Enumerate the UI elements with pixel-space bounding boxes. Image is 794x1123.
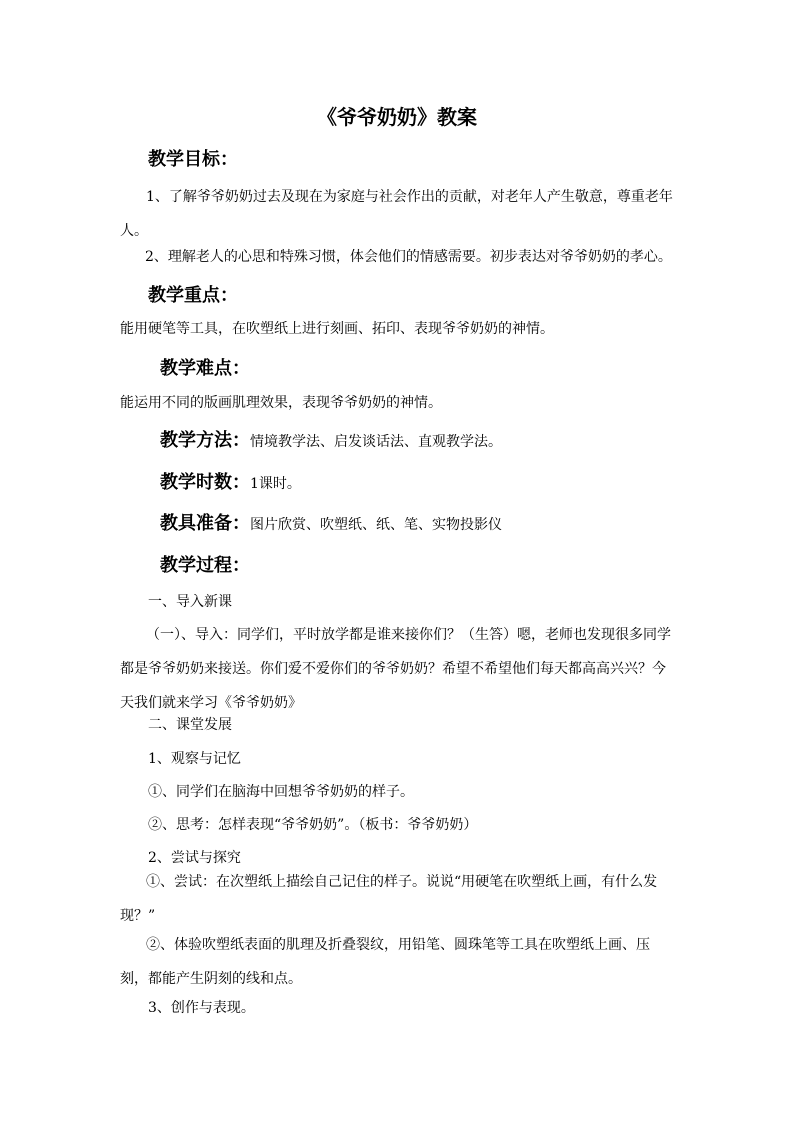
step-heading: 1、观察与记忆 — [148, 751, 241, 767]
difficulties-heading: 教学难点： — [160, 358, 250, 379]
key-points-heading: 教学重点： — [148, 285, 238, 306]
intro-paragraph: （一）、导入：同学们，平时放学都是谁来接你们？（生答）嗯，老师也发现很多同学都是爷爷奶奶来接送。你们爱不爱你们的爷爷奶奶？希望不希望他们每天都高高兴兴？今天我们就来学习《爷爷奶奶》 — [120, 627, 671, 711]
materials-text: 图片欣赏、吹塑纸、纸、笔、实物投影仪 — [250, 517, 502, 533]
hours-heading: 教学时数： — [160, 472, 250, 493]
step-heading: 3、创作与表现。 — [148, 1000, 255, 1016]
methods-text: 情境教学法、启发谈话法、直观教学法。 — [250, 434, 502, 450]
objectives-heading: 教学目标： — [148, 149, 238, 170]
process-heading: 教学过程： — [160, 555, 250, 576]
objective-item: 2、理解老人的心思和特殊习惯，体会他们的情感需要。初步表达对爷爷奶奶的孝心。 — [145, 249, 672, 265]
methods-heading: 教学方法： — [160, 430, 250, 451]
step-item: ①、同学们在脑海中回想爷爷奶奶的样子。 — [148, 784, 414, 800]
section-heading: 二、课堂发展 — [148, 717, 232, 733]
methods-row — [160, 428, 502, 455]
difficulties-text: 能运用不同的版画肌理效果，表现爷爷奶奶的神情。 — [120, 395, 442, 411]
materials-heading: 教具准备： — [160, 513, 250, 534]
step-item: ②、体验吹塑纸表面的肌理及折叠裂纹，用铅笔、圆珠笔等工具在吹塑纸上画、压刻，都能产生阴刻的线和点。 — [120, 937, 650, 987]
step-item: ②、思考：怎样表现“爷爷奶奶”。（板书：爷爷奶奶） — [148, 817, 478, 833]
hours-row — [160, 470, 301, 497]
key-points-text: 能用硬笔等工具，在吹塑纸上进行刻画、拓印、表现爷爷奶奶的神情。 — [120, 321, 554, 337]
objective-item: 1、了解爷爷奶奶过去及现在为家庭与社会作出的贡献，对老年人产生敬意，尊重老年人。 — [120, 189, 673, 239]
section-heading: 一、导入新课 — [148, 594, 232, 610]
materials-row — [160, 511, 502, 538]
hours-text: 1课时。 — [250, 476, 301, 492]
step-heading: 2、尝试与探究 — [148, 850, 241, 866]
page-title: 《爷爷奶奶》教案 — [317, 105, 477, 129]
step-item: ①、尝试：在次塑纸上描绘自己记住的样子。说说“用硬笔在吹塑纸上画，有什么发现？” — [120, 874, 658, 924]
